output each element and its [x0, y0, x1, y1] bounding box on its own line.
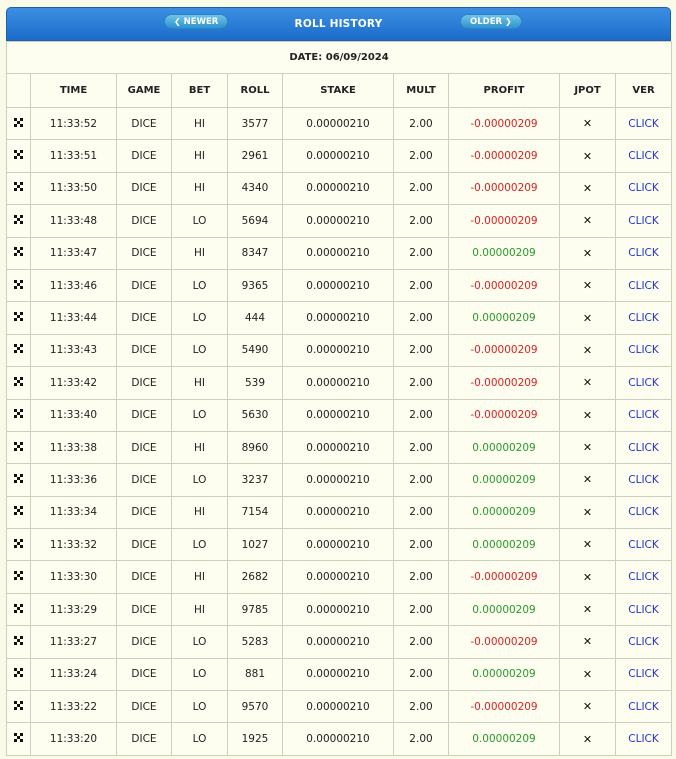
game-cell: DICE [117, 108, 172, 140]
time-cell: 11:33:30 [31, 561, 117, 593]
table-row [7, 431, 672, 463]
bet-cell: LO [172, 626, 228, 658]
table-row [7, 367, 672, 399]
roll-cell: 2961 [228, 140, 283, 172]
stake-cell: 0.00000210 [283, 140, 394, 172]
dice-cell [7, 626, 31, 658]
dice-icon [14, 733, 23, 742]
verify-link[interactable]: CLICK [616, 561, 672, 593]
stake-cell: 0.00000210 [283, 529, 394, 561]
time-cell: 11:33:44 [31, 302, 117, 334]
verify-link[interactable]: CLICK [616, 464, 672, 496]
game-cell: DICE [117, 367, 172, 399]
roll-cell: 2682 [228, 561, 283, 593]
table-row [7, 496, 672, 528]
dice-icon [14, 636, 23, 645]
game-cell: DICE [117, 496, 172, 528]
table-row [7, 723, 672, 755]
table-row [7, 399, 672, 431]
mult-cell: 2.00 [394, 269, 449, 301]
jackpot-x-icon: ✕ [560, 723, 616, 755]
verify-link[interactable]: CLICK [616, 108, 672, 140]
dice-icon [14, 571, 23, 580]
table-row [7, 205, 672, 237]
bet-cell: LO [172, 691, 228, 723]
game-cell: DICE [117, 561, 172, 593]
roll-cell: 3577 [228, 108, 283, 140]
column-header-dice-col [7, 74, 31, 108]
verify-link[interactable]: CLICK [616, 626, 672, 658]
stake-cell: 0.00000210 [283, 691, 394, 723]
column-header-ver: VER [616, 74, 672, 108]
table-row [7, 302, 672, 334]
jackpot-x-icon: ✕ [560, 302, 616, 334]
jackpot-x-icon: ✕ [560, 496, 616, 528]
stake-cell: 0.00000210 [283, 108, 394, 140]
bet-cell: HI [172, 172, 228, 204]
verify-link[interactable]: CLICK [616, 723, 672, 755]
dice-cell [7, 302, 31, 334]
chevron-right-icon: ❯ [505, 17, 512, 26]
verify-link[interactable]: CLICK [616, 334, 672, 366]
profit-cell: 0.00000209 [449, 464, 560, 496]
bet-cell: HI [172, 561, 228, 593]
verify-link[interactable]: CLICK [616, 367, 672, 399]
bet-cell: LO [172, 723, 228, 755]
verify-link[interactable]: CLICK [616, 269, 672, 301]
stake-cell: 0.00000210 [283, 269, 394, 301]
dice-cell [7, 496, 31, 528]
roll-cell: 1027 [228, 529, 283, 561]
roll-cell: 881 [228, 658, 283, 690]
table-row [7, 529, 672, 561]
mult-cell: 2.00 [394, 140, 449, 172]
jackpot-x-icon: ✕ [560, 561, 616, 593]
bet-cell: LO [172, 269, 228, 301]
bet-cell: HI [172, 593, 228, 625]
dice-cell [7, 108, 31, 140]
game-cell: DICE [117, 302, 172, 334]
roll-cell: 444 [228, 302, 283, 334]
mult-cell: 2.00 [394, 205, 449, 237]
profit-cell: -0.00000209 [449, 205, 560, 237]
verify-link[interactable]: CLICK [616, 205, 672, 237]
profit-cell: 0.00000209 [449, 593, 560, 625]
time-cell: 11:33:46 [31, 269, 117, 301]
roll-history-panel [6, 7, 671, 756]
verify-link[interactable]: CLICK [616, 496, 672, 528]
dice-icon [14, 344, 23, 353]
mult-cell: 2.00 [394, 496, 449, 528]
dice-cell [7, 464, 31, 496]
table-row [7, 658, 672, 690]
roll-cell: 1925 [228, 723, 283, 755]
column-header-stake: STAKE [283, 74, 394, 108]
dice-cell [7, 334, 31, 366]
game-cell: DICE [117, 464, 172, 496]
profit-cell: -0.00000209 [449, 561, 560, 593]
table-row [7, 269, 672, 301]
profit-cell: 0.00000209 [449, 237, 560, 269]
game-cell: DICE [117, 658, 172, 690]
game-cell: DICE [117, 593, 172, 625]
game-cell: DICE [117, 205, 172, 237]
profit-cell: -0.00000209 [449, 172, 560, 204]
jackpot-x-icon: ✕ [560, 205, 616, 237]
stake-cell: 0.00000210 [283, 399, 394, 431]
mult-cell: 2.00 [394, 561, 449, 593]
mult-cell: 2.00 [394, 108, 449, 140]
mult-cell: 2.00 [394, 367, 449, 399]
game-cell: DICE [117, 172, 172, 204]
bet-cell: HI [172, 367, 228, 399]
dice-cell [7, 140, 31, 172]
verify-link[interactable]: CLICK [616, 399, 672, 431]
roll-history-table [6, 41, 672, 756]
dice-cell [7, 172, 31, 204]
stake-cell: 0.00000210 [283, 367, 394, 399]
verify-link[interactable]: CLICK [616, 529, 672, 561]
stake-cell: 0.00000210 [283, 561, 394, 593]
time-cell: 11:33:51 [31, 140, 117, 172]
dice-cell [7, 691, 31, 723]
roll-cell: 7154 [228, 496, 283, 528]
time-cell: 11:33:48 [31, 205, 117, 237]
dice-icon [14, 247, 23, 256]
time-cell: 11:33:32 [31, 529, 117, 561]
dice-icon [14, 280, 23, 289]
roll-cell: 3237 [228, 464, 283, 496]
roll-cell: 9785 [228, 593, 283, 625]
dice-icon [14, 150, 23, 159]
time-cell: 11:33:24 [31, 658, 117, 690]
time-cell: 11:33:34 [31, 496, 117, 528]
jackpot-x-icon: ✕ [560, 140, 616, 172]
dice-icon [14, 474, 23, 483]
bet-cell: LO [172, 658, 228, 690]
dice-icon [14, 668, 23, 677]
stake-cell: 0.00000210 [283, 334, 394, 366]
jackpot-x-icon: ✕ [560, 172, 616, 204]
column-header-profit: PROFIT [449, 74, 560, 108]
chevron-left-icon: ❮ [174, 17, 181, 26]
roll-cell: 5630 [228, 399, 283, 431]
time-cell: 11:33:50 [31, 172, 117, 204]
verify-link[interactable]: CLICK [616, 140, 672, 172]
profit-cell: -0.00000209 [449, 691, 560, 723]
column-header-game: GAME [117, 74, 172, 108]
table-row [7, 140, 672, 172]
mult-cell: 2.00 [394, 237, 449, 269]
profit-cell: -0.00000209 [449, 269, 560, 301]
dice-cell [7, 367, 31, 399]
jackpot-x-icon: ✕ [560, 658, 616, 690]
stake-cell: 0.00000210 [283, 658, 394, 690]
profit-cell: 0.00000209 [449, 431, 560, 463]
time-cell: 11:33:27 [31, 626, 117, 658]
dice-icon [14, 442, 23, 451]
table-row [7, 334, 672, 366]
stake-cell: 0.00000210 [283, 431, 394, 463]
stake-cell: 0.00000210 [283, 464, 394, 496]
dice-icon [14, 312, 23, 321]
stake-cell: 0.00000210 [283, 237, 394, 269]
dice-icon [14, 215, 23, 224]
time-cell: 11:33:22 [31, 691, 117, 723]
mult-cell: 2.00 [394, 593, 449, 625]
profit-cell: 0.00000209 [449, 658, 560, 690]
table-row [7, 691, 672, 723]
verify-link[interactable]: CLICK [616, 237, 672, 269]
column-header-time: TIME [31, 74, 117, 108]
dice-cell [7, 561, 31, 593]
roll-cell: 4340 [228, 172, 283, 204]
dice-icon [14, 604, 23, 613]
jackpot-x-icon: ✕ [560, 464, 616, 496]
table-row [7, 172, 672, 204]
time-cell: 11:33:38 [31, 431, 117, 463]
time-cell: 11:33:52 [31, 108, 117, 140]
roll-cell: 9365 [228, 269, 283, 301]
mult-cell: 2.00 [394, 334, 449, 366]
mult-cell: 2.00 [394, 431, 449, 463]
time-cell: 11:33:40 [31, 399, 117, 431]
dice-cell [7, 658, 31, 690]
jackpot-x-icon: ✕ [560, 334, 616, 366]
bet-cell: LO [172, 302, 228, 334]
date-label: DATE: 06/09/2024 [7, 42, 672, 74]
mult-cell: 2.00 [394, 302, 449, 334]
table-header-row [7, 74, 672, 108]
verify-link[interactable]: CLICK [616, 691, 672, 723]
roll-cell: 5490 [228, 334, 283, 366]
table-row [7, 561, 672, 593]
older-button[interactable] [460, 14, 522, 29]
bet-cell: LO [172, 334, 228, 366]
mult-cell: 2.00 [394, 529, 449, 561]
game-cell: DICE [117, 529, 172, 561]
dice-cell [7, 529, 31, 561]
page-title: ROLL HISTORY [294, 18, 383, 30]
column-header-jpot: JPOT [560, 74, 616, 108]
roll-cell: 9570 [228, 691, 283, 723]
bet-cell: HI [172, 237, 228, 269]
profit-cell: -0.00000209 [449, 140, 560, 172]
profit-cell: -0.00000209 [449, 334, 560, 366]
dice-cell [7, 593, 31, 625]
game-cell: DICE [117, 140, 172, 172]
roll-cell: 5694 [228, 205, 283, 237]
jackpot-x-icon: ✕ [560, 399, 616, 431]
mult-cell: 2.00 [394, 723, 449, 755]
jackpot-x-icon: ✕ [560, 593, 616, 625]
bet-cell: LO [172, 205, 228, 237]
profit-cell: -0.00000209 [449, 108, 560, 140]
bet-cell: HI [172, 496, 228, 528]
column-header-roll: ROLL [228, 74, 283, 108]
mult-cell: 2.00 [394, 464, 449, 496]
dice-icon [14, 701, 23, 710]
bet-cell: LO [172, 529, 228, 561]
game-cell: DICE [117, 237, 172, 269]
profit-cell: 0.00000209 [449, 496, 560, 528]
newer-button-label: NEWER [183, 17, 219, 27]
stake-cell: 0.00000210 [283, 172, 394, 204]
profit-cell: -0.00000209 [449, 399, 560, 431]
stake-cell: 0.00000210 [283, 593, 394, 625]
dice-cell [7, 399, 31, 431]
mult-cell: 2.00 [394, 658, 449, 690]
roll-cell: 5283 [228, 626, 283, 658]
verify-link[interactable]: CLICK [616, 302, 672, 334]
dice-icon [14, 182, 23, 191]
profit-cell: 0.00000209 [449, 529, 560, 561]
dice-cell [7, 205, 31, 237]
time-cell: 11:33:47 [31, 237, 117, 269]
time-cell: 11:33:36 [31, 464, 117, 496]
mult-cell: 2.00 [394, 399, 449, 431]
stake-cell: 0.00000210 [283, 496, 394, 528]
jackpot-x-icon: ✕ [560, 367, 616, 399]
mult-cell: 2.00 [394, 691, 449, 723]
roll-cell: 539 [228, 367, 283, 399]
table-row [7, 464, 672, 496]
dice-cell [7, 723, 31, 755]
bet-cell: HI [172, 431, 228, 463]
table-row [7, 593, 672, 625]
jackpot-x-icon: ✕ [560, 431, 616, 463]
dice-cell [7, 269, 31, 301]
dice-icon [14, 506, 23, 515]
dice-cell [7, 431, 31, 463]
dice-icon [14, 377, 23, 386]
dice-icon [14, 118, 23, 127]
dice-icon [14, 409, 23, 418]
verify-link[interactable]: CLICK [616, 658, 672, 690]
time-cell: 11:33:42 [31, 367, 117, 399]
mult-cell: 2.00 [394, 626, 449, 658]
bet-cell: HI [172, 108, 228, 140]
game-cell: DICE [117, 269, 172, 301]
profit-cell: -0.00000209 [449, 367, 560, 399]
bet-cell: LO [172, 464, 228, 496]
profit-cell: 0.00000209 [449, 302, 560, 334]
game-cell: DICE [117, 723, 172, 755]
profit-cell: -0.00000209 [449, 626, 560, 658]
roll-cell: 8960 [228, 431, 283, 463]
stake-cell: 0.00000210 [283, 205, 394, 237]
game-cell: DICE [117, 626, 172, 658]
jackpot-x-icon: ✕ [560, 529, 616, 561]
bet-cell: HI [172, 140, 228, 172]
table-row [7, 626, 672, 658]
column-header-mult: MULT [394, 74, 449, 108]
stake-cell: 0.00000210 [283, 302, 394, 334]
jackpot-x-icon: ✕ [560, 269, 616, 301]
game-cell: DICE [117, 691, 172, 723]
table-row [7, 237, 672, 269]
older-button-label: OLDER [470, 17, 503, 27]
jackpot-x-icon: ✕ [560, 108, 616, 140]
stake-cell: 0.00000210 [283, 626, 394, 658]
time-cell: 11:33:43 [31, 334, 117, 366]
verify-link[interactable]: CLICK [616, 172, 672, 204]
table-row [7, 108, 672, 140]
stake-cell: 0.00000210 [283, 723, 394, 755]
time-cell: 11:33:20 [31, 723, 117, 755]
mult-cell: 2.00 [394, 172, 449, 204]
dice-icon [14, 539, 23, 548]
bet-cell: LO [172, 399, 228, 431]
column-header-bet: BET [172, 74, 228, 108]
game-cell: DICE [117, 334, 172, 366]
verify-link[interactable]: CLICK [616, 431, 672, 463]
roll-cell: 8347 [228, 237, 283, 269]
jackpot-x-icon: ✕ [560, 626, 616, 658]
dice-cell [7, 237, 31, 269]
jackpot-x-icon: ✕ [560, 237, 616, 269]
profit-cell: 0.00000209 [449, 723, 560, 755]
game-cell: DICE [117, 431, 172, 463]
verify-link[interactable]: CLICK [616, 593, 672, 625]
time-cell: 11:33:29 [31, 593, 117, 625]
jackpot-x-icon: ✕ [560, 691, 616, 723]
panel-header [6, 7, 671, 41]
game-cell: DICE [117, 399, 172, 431]
